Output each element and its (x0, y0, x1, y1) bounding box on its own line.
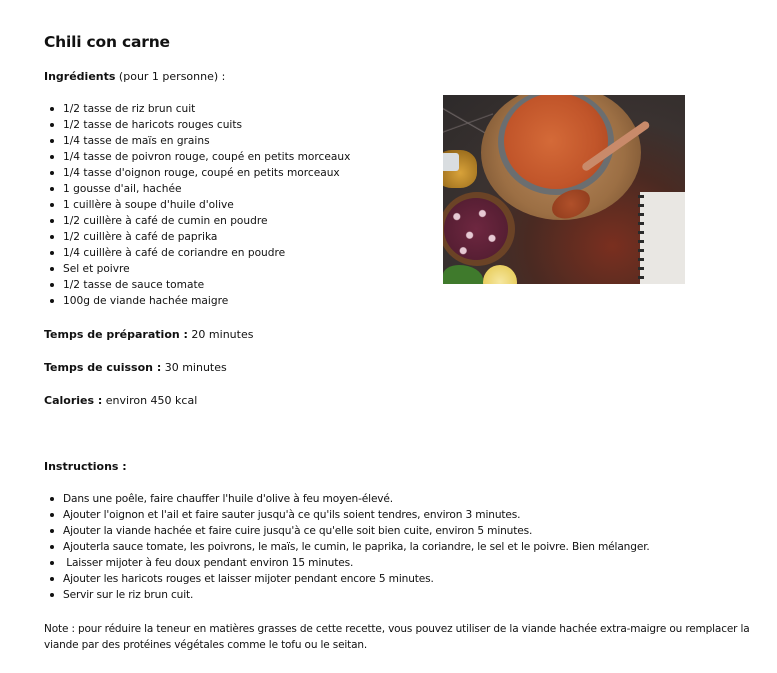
ingredient-item: 100g de viande hachée maigre (44, 293, 350, 309)
instruction-step: Dans une poêle, faire chauffer l'huile d'olive à feu moyen-élevé. (44, 491, 650, 507)
ingredient-item: 1 cuillère à soupe d'huile d'olive (44, 197, 350, 213)
ingredient-item: 1/2 cuillère à café de paprika (44, 229, 350, 245)
prep-time-label: Temps de préparation : (44, 328, 188, 341)
ingredient-item: 1/4 tasse de poivron rouge, coupé en petits morceaux (44, 149, 350, 165)
ingredient-item: 1/4 cuillère à café de coriandre en poudre (44, 245, 350, 261)
bean-soup (504, 95, 608, 189)
ingredient-item: 1/2 tasse de haricots rouges cuits (44, 117, 350, 133)
ingredient-item: 1 gousse d'ail, hachée (44, 181, 350, 197)
instructions-heading-label: Instructions : (44, 460, 127, 473)
ingredient-item: Sel et poivre (44, 261, 350, 277)
dried-beans (444, 198, 508, 260)
instructions-heading (44, 459, 127, 475)
instruction-step: Ajouter les haricots rouges et laisser mijoter pendant encore 5 minutes. (44, 571, 650, 587)
calories-value: environ 450 kcal (102, 394, 198, 407)
ingredient-item: 1/2 cuillère à café de cumin en poudre (44, 213, 350, 229)
recipe-photo (443, 95, 685, 284)
ingredients-heading-suffix: (pour 1 personne) : (115, 70, 226, 83)
ingredient-item: 1/2 tasse de sauce tomate (44, 277, 350, 293)
ingredients-list (44, 101, 350, 309)
bottle-cap (443, 153, 459, 171)
herbs (443, 265, 483, 284)
calories-label: Calories : (44, 394, 103, 407)
calories (44, 393, 197, 409)
ingredients-heading (44, 69, 225, 85)
ingredient-item: 1/2 tasse de riz brun cuit (44, 101, 350, 117)
notebook-spiral (638, 195, 644, 283)
instruction-step: Laisser mijoter à feu doux pendant environ 15 minutes. (44, 555, 650, 571)
notebook (640, 192, 685, 284)
instruction-step: Ajouter l'oignon et l'ail et faire sauter jusqu'à ce qu'ils soient tendres, environ 3 minutes. (44, 507, 650, 523)
cook-time-value: 30 minutes (161, 361, 227, 374)
instruction-step: Ajouter la viande hachée et faire cuire jusqu'à ce qu'elle soit bien cuite, environ 5 minutes. (44, 523, 650, 539)
recipe-note: Note : pour réduire la teneur en matières grasses de cette recette, vous pouvez utiliser de la viande hachée extra-maigre ou remplacer la viande par des protéines végétales comme le tofu ou le seitan. (44, 623, 750, 651)
ingredient-item: 1/4 tasse de maïs en grains (44, 133, 350, 149)
instruction-step: Ajouterla sauce tomate, les poivrons, le maïs, le cumin, le paprika, la coriandre, le sel et le poivre. Bien mélanger. (44, 539, 650, 555)
cook-time-label: Temps de cuisson : (44, 361, 162, 374)
ingredient-item: 1/4 tasse d'oignon rouge, coupé en petits morceaux (44, 165, 350, 181)
prep-time (44, 327, 253, 343)
recipe-title: Chili con carne (44, 33, 170, 51)
cook-time (44, 360, 227, 376)
prep-time-value: 20 minutes (187, 328, 254, 341)
lemon-slice (483, 265, 517, 284)
instructions-list (44, 491, 650, 603)
instruction-step: Servir sur le riz brun cuit. (44, 587, 650, 603)
ingredients-heading-label: Ingrédients (44, 70, 116, 83)
